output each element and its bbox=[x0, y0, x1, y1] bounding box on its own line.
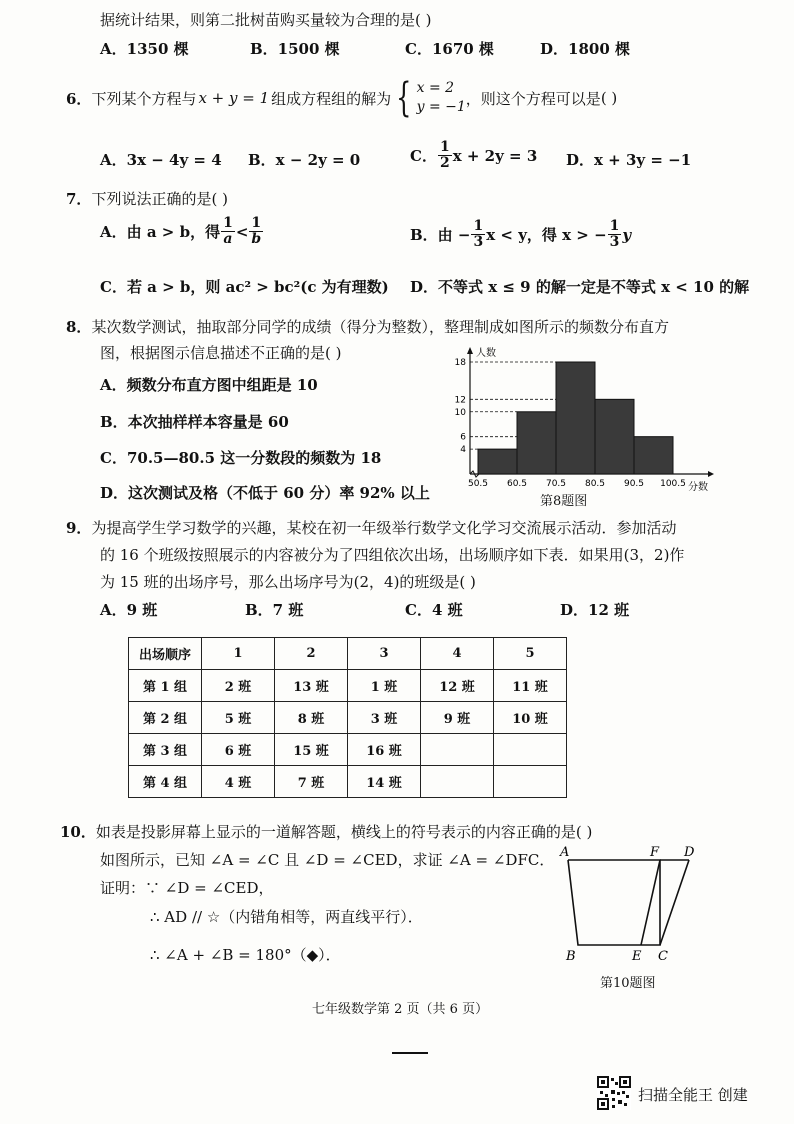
table-row bbox=[129, 670, 567, 702]
q6-option-d: D．x + 3y = −1 bbox=[566, 151, 692, 169]
table-header-cell: 3 bbox=[348, 638, 421, 670]
table-cell: 12 班 bbox=[421, 670, 494, 702]
q7-stem-text: 下列说法正确的是 bbox=[91, 190, 212, 208]
q9-option-a: A．9 班 bbox=[100, 601, 158, 619]
q10-caption: 第10题图 bbox=[600, 976, 656, 991]
q10-paren: ( ) bbox=[575, 823, 593, 841]
qr-code-icon bbox=[597, 1076, 631, 1110]
table-cell bbox=[494, 734, 567, 766]
q9-paren: ( ) bbox=[459, 573, 476, 591]
table-cell: 第 1 组 bbox=[129, 670, 202, 702]
q10-label-e: E bbox=[632, 949, 642, 964]
q10-figure bbox=[556, 842, 716, 972]
y-tick-label: 12 bbox=[454, 395, 466, 406]
table-cell: 16 班 bbox=[348, 734, 421, 766]
q6-option-c-label: C． bbox=[410, 147, 437, 165]
q10-given: 如图所示，已知 ∠A = ∠C 且 ∠D = ∠CED，求证 ∠A = ∠DFC． bbox=[100, 851, 555, 869]
q8-paren: ( ) bbox=[325, 344, 342, 362]
q6-equation-system: { x = 2 y = −1 bbox=[396, 75, 466, 121]
table-cell: 14 班 bbox=[348, 766, 421, 798]
table-header-row bbox=[129, 638, 567, 670]
q7-option-b-fraction2 bbox=[608, 219, 622, 250]
table-cell: 7 班 bbox=[275, 766, 348, 798]
q8-stem-line1 bbox=[66, 316, 669, 337]
table-row bbox=[129, 702, 567, 734]
table-header-cell: 2 bbox=[275, 638, 348, 670]
q7-option-a-fraction2 bbox=[249, 216, 263, 247]
x-axis-arrow bbox=[708, 471, 714, 477]
q10-stem-text: 如表是投影屏幕上显示的一道解答题，横线上的符号表示的内容正确的是 bbox=[95, 823, 576, 841]
q8-option-d: D．这次测试及格（不低于 60 分）率 92% 以上 bbox=[100, 484, 430, 502]
q6-stem bbox=[66, 75, 618, 121]
fraction-numerator: 1 bbox=[609, 218, 620, 234]
table-cell: 3 班 bbox=[348, 702, 421, 734]
x-tick-label: 90.5 bbox=[623, 479, 645, 489]
q6-stem-pre: 下列某个方程与 bbox=[91, 89, 197, 108]
q9-stem3-text: 为 15 班的出场序号，那么出场序号为(2，4)的班级是 bbox=[100, 573, 460, 591]
q5-paren: ( ) bbox=[415, 11, 432, 29]
q6-option-a: A．3x − 4y = 4 bbox=[100, 151, 222, 169]
q5-option-a: A．1350 棵 bbox=[100, 40, 189, 58]
q10-label-d: D bbox=[684, 845, 695, 860]
x-tick-label: 50.5 bbox=[467, 479, 489, 489]
q10-label-f: F bbox=[650, 845, 660, 860]
table-header-cell: 4 bbox=[421, 638, 494, 670]
table-cell: 13 班 bbox=[275, 670, 348, 702]
q9-stem-line2: 的 16 个班级按照展示的内容被分为了四组依次出场，出场顺序如下表．如果用(3，2)作 bbox=[100, 546, 685, 564]
q7-option-d: D．不等式 x ≤ 9 的解一定是不等式 x < 10 的解 bbox=[410, 278, 750, 296]
q8-stem-line2 bbox=[100, 342, 342, 363]
q7-option-b-mid: x < y，得 x > − bbox=[486, 226, 607, 244]
table-cell bbox=[421, 734, 494, 766]
q6-system-line1: x = 2 bbox=[416, 80, 455, 96]
q7-number: 7． bbox=[66, 190, 92, 208]
table-cell: 1 班 bbox=[348, 670, 421, 702]
histogram-bar bbox=[556, 362, 595, 474]
q5-stem-text: 据统计结果，则第二批树苗购买量较为合理的是 bbox=[100, 11, 416, 29]
q9-option-b: B．7 班 bbox=[245, 601, 304, 619]
q8-caption: 第8题图 bbox=[540, 494, 588, 509]
fraction-numerator: 1 bbox=[473, 218, 484, 234]
table-header-cell: 出场顺序 bbox=[129, 638, 202, 670]
table-cell: 第 2 组 bbox=[129, 702, 202, 734]
q6-option-c-fraction bbox=[438, 140, 452, 171]
fraction-denominator: 3 bbox=[473, 234, 484, 250]
q5-stem bbox=[100, 9, 432, 30]
q10-proof-line3: ∴ ∠A + ∠B = 180°（◆）． bbox=[150, 946, 341, 964]
q10-proof-line1: 证明：∵ ∠D = ∠CED， bbox=[100, 879, 274, 897]
table-row bbox=[129, 734, 567, 766]
table-cell bbox=[421, 766, 494, 798]
y-tick-label: 6 bbox=[460, 432, 466, 443]
q5-option-d: D．1800 棵 bbox=[540, 40, 630, 58]
histogram-bar bbox=[595, 399, 634, 474]
table-cell: 11 班 bbox=[494, 670, 567, 702]
q9-number: 9． bbox=[66, 519, 92, 537]
table-cell: 第 3 组 bbox=[129, 734, 202, 766]
q7-option-c: C．若 a > b，则 ac² > bc²(c 为有理数) bbox=[100, 278, 389, 296]
table-cell: 15 班 bbox=[275, 734, 348, 766]
fraction-denominator: 2 bbox=[439, 155, 450, 171]
q9-stem-line3 bbox=[100, 571, 476, 592]
fraction-denominator: a bbox=[223, 231, 233, 247]
q7-option-a bbox=[100, 216, 264, 247]
table-cell: 10 班 bbox=[494, 702, 567, 734]
page-footer: 七年级数学第 2 页（共 6 页） bbox=[312, 1002, 489, 1017]
table-row bbox=[129, 766, 567, 798]
q8-option-b: B．本次抽样样本容量是 60 bbox=[100, 413, 289, 431]
q7-option-b-post: y bbox=[622, 225, 632, 244]
q10-proof-line2: ∴ AD // ☆（内错角相等，两直线平行）． bbox=[150, 908, 423, 926]
q7-option-a-lt: < bbox=[235, 222, 249, 241]
q9-order-table bbox=[128, 637, 567, 798]
fraction-denominator: 3 bbox=[609, 234, 620, 250]
y-tick-label: 10 bbox=[454, 407, 466, 418]
q7-option-b bbox=[410, 219, 631, 250]
q8-option-a: A．频数分布直方图中组距是 10 bbox=[100, 376, 318, 394]
histogram-bar bbox=[478, 449, 517, 474]
q6-stem-mid: 组成方程组的解为 bbox=[271, 89, 392, 108]
y-axis-label: 人数 bbox=[476, 348, 496, 359]
y-axis-arrow bbox=[467, 347, 473, 354]
q6-option-b: B．x − 2y = 0 bbox=[248, 151, 361, 169]
q7-option-b-pre: B．由 − bbox=[410, 226, 471, 244]
fraction-numerator: 1 bbox=[223, 215, 233, 231]
q7-option-b-fraction1 bbox=[471, 219, 485, 250]
q10-label-c: C bbox=[658, 949, 668, 964]
q5-option-c: C．1670 棵 bbox=[405, 40, 494, 58]
y-tick-label: 18 bbox=[454, 358, 466, 368]
q8-option-c: C．70.5—80.5 这一分数段的频数为 18 bbox=[100, 449, 382, 467]
q9-stem-line1 bbox=[66, 517, 676, 538]
q5-option-b: B．1500 棵 bbox=[250, 40, 340, 58]
q6-option-c bbox=[410, 140, 537, 171]
table-header-cell: 1 bbox=[202, 638, 275, 670]
q10-figure-segment-dc bbox=[660, 860, 689, 945]
q8-histogram bbox=[436, 342, 726, 492]
q10-number: 10． bbox=[60, 823, 96, 841]
histogram-bar bbox=[634, 437, 673, 474]
watermark-text: 扫描全能王 创建 bbox=[638, 1086, 748, 1104]
fraction-denominator: b bbox=[251, 231, 262, 247]
q8-stem1-text: 某次数学测试，抽取部分同学的成绩（得分为整数），整理制成如图所示的频数分布直方 bbox=[91, 318, 669, 336]
table-header-cell: 5 bbox=[494, 638, 567, 670]
table-cell: 6 班 bbox=[202, 734, 275, 766]
q8-stem2-text: 图，根据图示信息描述不正确的是 bbox=[100, 344, 326, 362]
fraction-numerator: 1 bbox=[251, 215, 262, 231]
q9-stem1-text: 为提高学生学习数学的兴趣，某校在初一年级举行数学文化学习交流展示活动．参加活动 bbox=[91, 519, 677, 537]
q7-option-a-pre: A．由 a > b，得 bbox=[100, 223, 221, 241]
q7-stem bbox=[66, 188, 228, 209]
q6-option-c-rest: x + 2y = 3 bbox=[452, 146, 538, 165]
table-cell: 9 班 bbox=[421, 702, 494, 734]
x-tick-label: 100.5 bbox=[660, 479, 686, 489]
q6-number: 6． bbox=[66, 89, 92, 108]
table-cell: 8 班 bbox=[275, 702, 348, 734]
x-tick-label: 60.5 bbox=[506, 479, 528, 489]
x-tick-label: 80.5 bbox=[584, 479, 606, 489]
x-axis-label: 分数 bbox=[688, 482, 708, 492]
q6-stem-post: ，则这个方程可以是 bbox=[465, 89, 601, 108]
y-tick-label: 4 bbox=[460, 445, 466, 456]
table-cell: 5 班 bbox=[202, 702, 275, 734]
q10-label-b: B bbox=[566, 949, 576, 964]
q9-option-c: C．4 班 bbox=[405, 601, 463, 619]
table-cell: 第 4 组 bbox=[129, 766, 202, 798]
q7-option-a-fraction1 bbox=[221, 216, 235, 247]
table-cell: 2 班 bbox=[202, 670, 275, 702]
q10-figure-outline bbox=[568, 860, 660, 945]
table-cell: 4 班 bbox=[202, 766, 275, 798]
q10-figure-segment-ef bbox=[641, 860, 660, 945]
q9-option-d: D．12 班 bbox=[560, 601, 630, 619]
q6-paren: ( ) bbox=[600, 89, 618, 107]
x-tick-label: 70.5 bbox=[545, 479, 567, 489]
q6-system-line2: y = −1 bbox=[416, 99, 466, 115]
histogram-bar bbox=[517, 412, 556, 474]
q10-label-a: A bbox=[560, 845, 570, 860]
q8-number: 8． bbox=[66, 318, 92, 336]
fraction-numerator: 1 bbox=[439, 139, 450, 155]
table-cell bbox=[494, 766, 567, 798]
q10-stem bbox=[60, 821, 592, 842]
q6-equation: x + y = 1 bbox=[198, 89, 270, 107]
q7-paren: ( ) bbox=[211, 190, 228, 208]
footer-divider bbox=[392, 1052, 428, 1054]
